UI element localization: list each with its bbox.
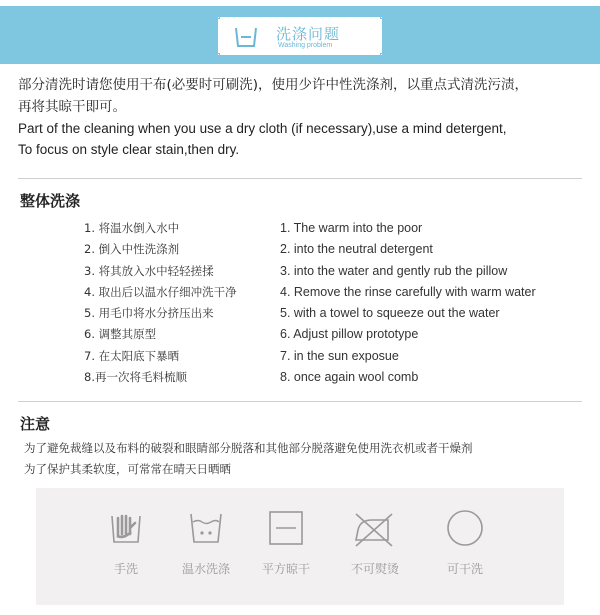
- step-en: 2. into the neutral detergent: [280, 242, 433, 257]
- corner-decoration: [214, 53, 220, 59]
- steps-en-list: [280, 218, 536, 388]
- step-en: 7. in the sun exposue: [280, 348, 399, 363]
- intro-section: [18, 74, 593, 160]
- step-cn: 1. 将温水倒入水中: [84, 221, 180, 235]
- do-not-iron-icon: [348, 508, 400, 548]
- step-cn: 3. 将其放入水中轻轻搓揉: [84, 263, 214, 278]
- dry-clean-icon: [445, 508, 485, 548]
- divider: [18, 178, 582, 179]
- care-symbols-panel: [36, 488, 564, 605]
- step-cn: 2. 倒入中性洗涤剂: [84, 242, 180, 257]
- step-cn: 8.再一次将毛料梳顺: [84, 370, 187, 385]
- step-en: 1. The warm into the poor: [280, 221, 423, 235]
- care-symbol-hand-wash: [81, 488, 171, 605]
- overall-wash-title: 整体洗涤: [20, 192, 81, 210]
- warm-water-wash-icon: [186, 508, 226, 548]
- step-en: 5. with a towel to squeeze out the water: [280, 306, 500, 321]
- intro-en-line: Part of the cleaning when you use a dry cloth (if necessary),use a mind detergent,: [18, 121, 507, 136]
- hand-wash-icon: [106, 508, 146, 548]
- step-cn: 6. 调整其原型: [84, 327, 157, 342]
- care-label: 平方晾干: [261, 562, 310, 576]
- intro-cn-line: 部分清洗时请您使用干布(必要时可刷洗)，使用少许中性洗涤剂，以重点式清洗污渍，: [18, 77, 529, 93]
- care-symbol-warm-water-wash: [161, 488, 251, 605]
- intro-cn-line: 再将其晾干即可。: [18, 99, 126, 115]
- intro-en-line: To focus on style clear stain,then dry.: [18, 142, 240, 157]
- washtub-icon: [232, 24, 260, 50]
- step-en: 4. Remove the rinse carefully with warm water: [280, 284, 536, 299]
- care-symbol-dry-clean: [420, 488, 510, 605]
- note-line: 为了保护其柔软度，可常常在晴天日晒晒: [24, 462, 231, 476]
- corner-decoration: [380, 13, 386, 19]
- dry-flat-icon: [266, 508, 306, 548]
- divider: [18, 401, 582, 402]
- step-en: 8. once again wool comb: [280, 370, 419, 385]
- note-line: 为了避免裁缝以及布料的破裂和眼睛部分脱落和其他部分脱落避免使用洗衣机或者干燥剂: [24, 441, 473, 455]
- step-cn: 7. 在太阳底下暴晒: [84, 348, 180, 363]
- header-subtitle: Washing problem: [278, 42, 333, 49]
- care-label: 可干洗: [446, 562, 483, 576]
- notes-title: 注意: [20, 415, 51, 433]
- care-symbol-do-not-iron: [330, 488, 420, 605]
- care-label: 温水洗涤: [181, 562, 230, 576]
- corner-decoration: [214, 13, 220, 19]
- step-en: 3. into the water and gently rub the pillow: [280, 263, 508, 278]
- care-label: 不可熨烫: [350, 562, 399, 576]
- header-title: 洗涤问题: [276, 25, 341, 43]
- steps-cn-list: [84, 218, 237, 388]
- header-title-box: [218, 17, 382, 55]
- header-banner: [0, 6, 600, 64]
- care-label: 手洗: [113, 562, 138, 576]
- care-symbol-dry-flat: [241, 488, 331, 605]
- step-cn: 4. 取出后以温水仔细冲洗干净: [84, 284, 237, 299]
- corner-decoration: [380, 53, 386, 59]
- step-en: 6. Adjust pillow prototype: [280, 327, 419, 342]
- step-cn: 5. 用毛巾将水分挤压出来: [84, 306, 214, 321]
